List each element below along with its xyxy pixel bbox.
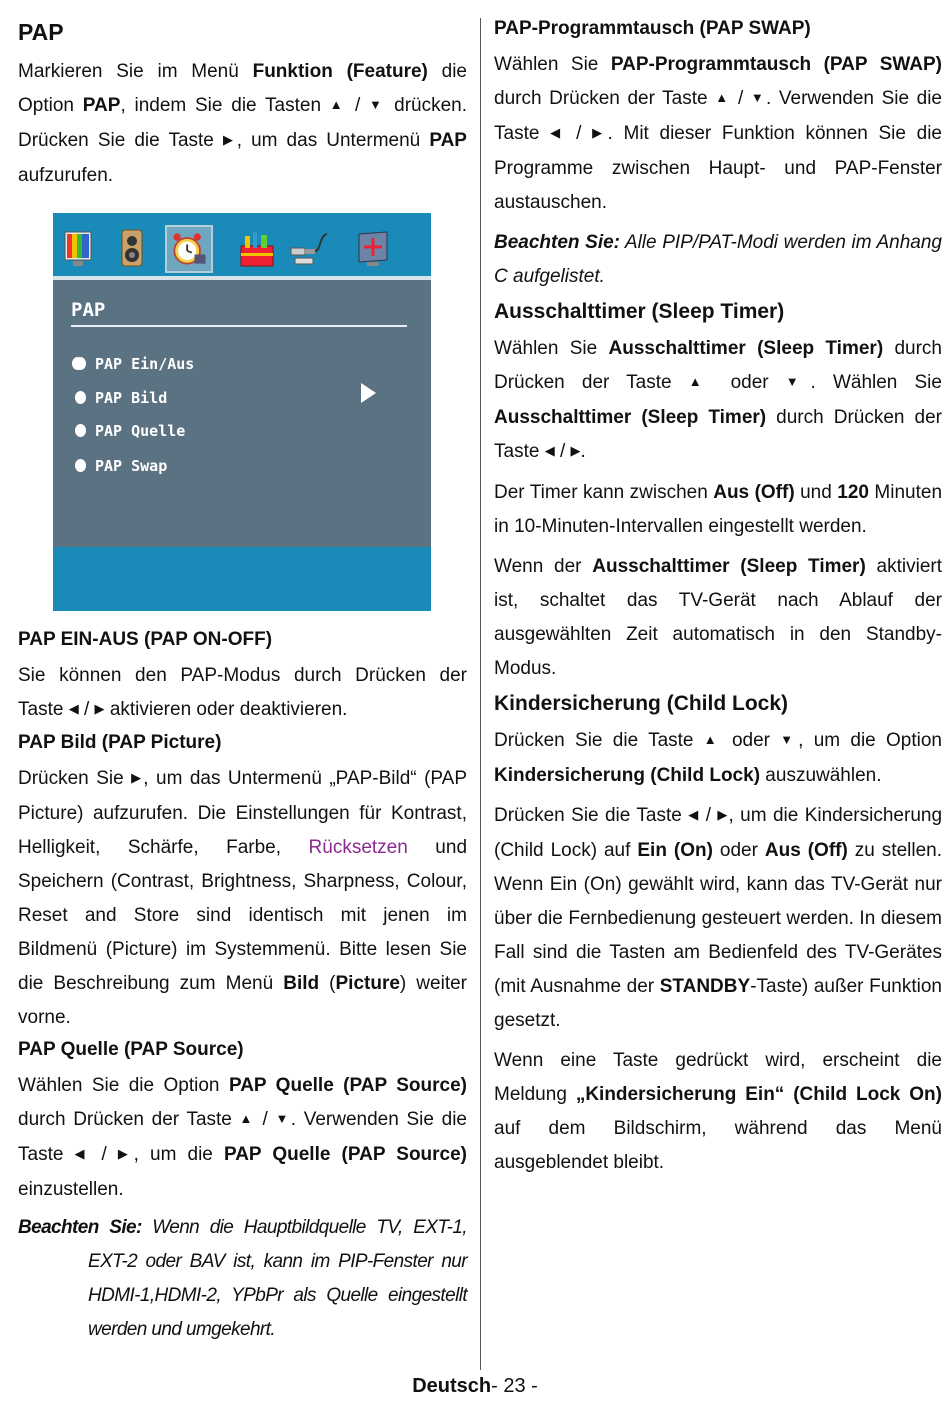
right-arrow-icon: ▶ xyxy=(570,443,581,458)
menu-item-pap-picture[interactable]: PAP Bild xyxy=(75,389,167,407)
menu-item-pap-source[interactable]: PAP Quelle xyxy=(75,422,185,440)
bullet-icon xyxy=(75,391,86,404)
down-arrow-icon: ▼ xyxy=(275,1111,291,1126)
child-lock-text-2: Drücken Sie die Taste ◀ / ▶, um die Kindersicherung (Child Lock) auf Ein (On) oder Aus (Off) zu stellen. Wenn Ein (On) gewählt wird, kann das TV-Gerät nur über die Fernbedienung gesteuert werden. In diesem Fall sind die Tasten am Bedienfeld des TV-Gerätes (mit Ausnahme der STANDBY-Taste) außer Funktion gesetzt. xyxy=(494,805,943,1031)
up-arrow-icon: ▲ xyxy=(239,1111,255,1126)
menu-title-rule xyxy=(71,325,407,327)
menu-bottom-bar xyxy=(53,547,431,611)
up-arrow-icon: ▲ xyxy=(329,97,347,112)
submenu-arrow-icon xyxy=(361,383,376,403)
left-arrow-icon: ◀ xyxy=(550,125,566,140)
pap-on-off-text: Sie können den PAP-Modus durch Drücken der Taste ◀ / ▶ aktivieren oder deaktivieren. xyxy=(18,665,467,720)
sleep-timer-text-2: Der Timer kann zwischen Aus (Off) und 120 Minuten in 10-Minuten-Intervallen eingestellt werden. xyxy=(494,482,943,537)
right-arrow-icon: ▶ xyxy=(592,125,608,140)
left-column xyxy=(18,0,467,1347)
right-arrow-icon: ▶ xyxy=(94,701,105,716)
sleep-timer-title: Ausschalttimer (Sleep Timer) xyxy=(494,300,785,323)
pap-source-title: PAP Quelle (PAP Source) xyxy=(18,1039,244,1060)
left-arrow-icon: ◀ xyxy=(74,1146,91,1161)
page-number: - 23 - xyxy=(491,1375,538,1397)
tv-install-icon xyxy=(353,226,393,270)
child-lock-text-1: Drücken Sie die Taste ▲ oder ▼, um die Option Kindersicherung (Child Lock) auszuwählen. xyxy=(494,730,943,786)
menu-top-line xyxy=(53,276,431,280)
sleep-timer-text-3: Wenn der Ausschalttimer (Sleep Timer) aktiviert ist, schaltet das TV-Gerät nach Ablauf der ausgewählten Zeit automatisch in den Standby-Modus. xyxy=(494,556,942,679)
column-divider xyxy=(480,18,481,1370)
bullet-icon xyxy=(75,424,86,437)
left-arrow-icon: ◀ xyxy=(68,701,79,716)
right-arrow-icon: ▶ xyxy=(131,770,144,785)
menu-title: PAP xyxy=(71,299,106,321)
left-arrow-icon: ◀ xyxy=(544,443,555,458)
left-arrow-icon: ◀ xyxy=(688,807,700,822)
pap-picture-text: Drücken Sie ▶, um das Untermenü „PAP-Bild“ (PAP Picture) aufzurufen. Die Einstellungen für Kontrast, Helligkeit, Schärfe, Farbe, Rücksetzen und Speichern (Contrast, Brightness, Sharpness, Colour, Reset and Store sind identisch mit jenen im Bildmenü (Picture) im Systemmenü. Bitte lesen Sie die Beschreibung zum Menü Bild (Picture) weiter vorne. xyxy=(18,768,468,1028)
speaker-icon xyxy=(111,226,151,270)
page-footer xyxy=(0,1375,950,1398)
tv-picture-icon xyxy=(59,226,99,270)
menu-icon-bar xyxy=(53,213,431,276)
sleep-timer-text-1: Wählen Sie Ausschalttimer (Sleep Timer) durch Drücken der Taste ▲ oder ▼. Wählen Sie Ausschalttimer (Sleep Timer) durch Drücken der Taste ◀ / ▶. xyxy=(494,338,942,462)
down-arrow-icon: ▼ xyxy=(780,732,799,747)
connectors-icon xyxy=(289,226,329,270)
down-arrow-icon: ▼ xyxy=(785,374,811,389)
right-arrow-icon: ▶ xyxy=(717,807,729,822)
bullet-icon xyxy=(75,357,86,370)
up-arrow-icon: ▲ xyxy=(703,732,722,747)
menu-item-pap-swap[interactable]: PAP Swap xyxy=(75,457,167,475)
pap-source-note: Beachten Sie: Wenn die Hauptbildquelle TV, EXT-1, EXT-2 oder BAV ist, kann im PIP-Fenster nur HDMI-1,HDMI-2, YPbPr als Quelle eingestellt werden und umgekehrt. xyxy=(18,1217,467,1340)
pap-intro: Markieren Sie im Menü Funktion (Feature) die Option PAP, indem Sie die Tasten ▲ / ▼ drücken. Drücken Sie die Taste ▶, um das Untermenü PAP aufzurufen. xyxy=(18,61,468,186)
child-lock-title: Kindersicherung (Child Lock) xyxy=(494,692,789,715)
footer-language: Deutsch xyxy=(412,1375,492,1397)
pap-menu-screenshot xyxy=(53,213,431,611)
child-lock-text-3: Wenn eine Taste gedrückt wird, erscheint die Meldung „Kindersicherung Ein“ (Child Lock On) auf dem Bildschirm, während das Menü ausgeblendet bleibt. xyxy=(494,1050,942,1173)
right-arrow-icon: ▶ xyxy=(117,1146,134,1161)
menu-item-pap-on-off[interactable]: PAP Ein/Aus xyxy=(75,355,194,373)
up-arrow-icon: ▲ xyxy=(715,90,731,105)
pap-heading: PAP xyxy=(18,19,64,45)
pap-on-off-title: PAP EIN-AUS (PAP ON-OFF) xyxy=(18,629,273,650)
up-arrow-icon: ▲ xyxy=(688,374,714,389)
right-arrow-icon: ▶ xyxy=(222,132,237,147)
pap-picture-title: PAP Bild (PAP Picture) xyxy=(18,732,222,753)
down-arrow-icon: ▼ xyxy=(750,90,767,105)
toolbox-icon xyxy=(237,226,277,270)
right-column xyxy=(494,0,942,1180)
pap-swap-title: PAP-Programmtausch (PAP SWAP) xyxy=(494,18,811,39)
down-arrow-icon: ▼ xyxy=(369,97,386,112)
pap-swap-note: Beachten Sie: Alle PIP/PAT-Modi werden im Anhang C aufgelistet. xyxy=(494,232,943,287)
bullet-icon xyxy=(75,459,86,472)
alarm-clock-icon xyxy=(165,225,213,273)
pap-swap-text: Wählen Sie PAP-Programmtausch (PAP SWAP) durch Drücken der Taste ▲ / ▼. Verwenden Sie die Taste ◀ / ▶. Mit dieser Funktion können Sie die Programme zwischen Haupt- und PAP-Fenster austauschen. xyxy=(494,54,942,213)
pap-source-text: Wählen Sie die Option PAP Quelle (PAP Source) durch Drücken der Taste ▲ / ▼. Verwenden Sie die Taste ◀ / ▶, um die PAP Quelle (PAP Source) einzustellen. xyxy=(18,1075,468,1200)
